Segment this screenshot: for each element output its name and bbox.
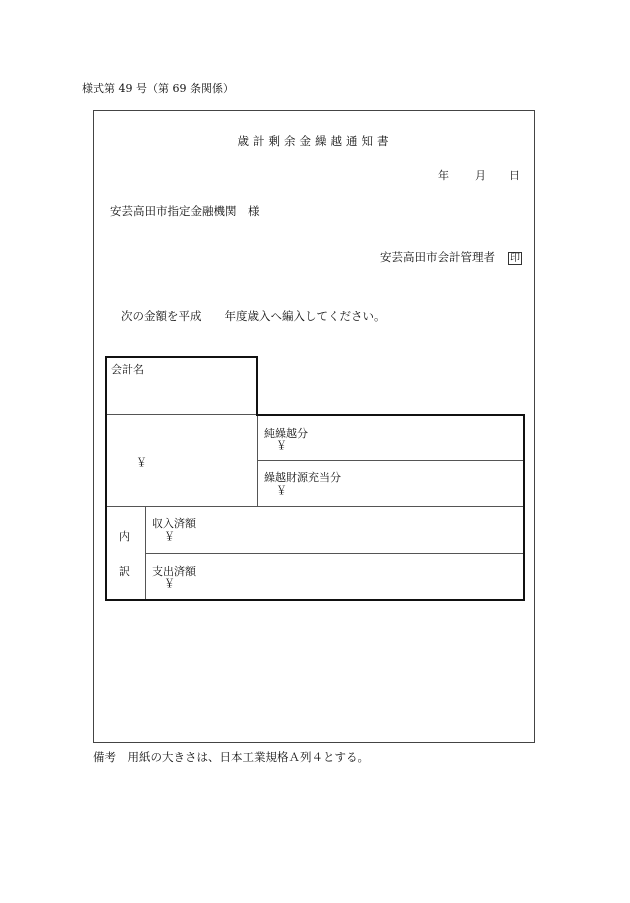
date-month-label: 月 <box>475 169 486 182</box>
breakdown-label-top: 内 <box>119 530 130 543</box>
document-title: 歳計剰余金繰越通知書 <box>237 134 393 148</box>
table-line <box>105 356 258 358</box>
table-line <box>105 599 525 601</box>
received-amount-label: 収入済額 <box>152 517 196 530</box>
paid-amount-label: 支出済額 <box>152 565 196 578</box>
date-year-label: 年 <box>438 169 449 182</box>
seal-mark: 印 <box>510 253 520 264</box>
account-name-label: 会計名 <box>111 363 144 376</box>
paid-yen-mark: ￥ <box>164 577 175 590</box>
table-line <box>107 414 256 415</box>
footnote: 備考 用紙の大きさは、日本工業規格Ａ列４とする。 <box>93 750 369 764</box>
table-line <box>107 506 523 507</box>
instruction-text: 次の金額を平成 年度歳入へ編入してください。 <box>121 309 386 323</box>
table-line <box>258 460 523 461</box>
table-line <box>146 553 523 554</box>
net-carryover-yen-mark: ￥ <box>276 439 287 452</box>
received-yen-mark: ￥ <box>164 530 175 543</box>
carryover-fund-label: 繰越財源充当分 <box>264 471 341 484</box>
recipient-line: 安芸高田市指定金融機関 様 <box>110 204 260 218</box>
carryover-fund-yen-mark: ￥ <box>276 484 287 497</box>
table-line <box>256 356 258 416</box>
table-line <box>105 356 107 601</box>
total-yen-mark: ￥ <box>136 456 147 469</box>
sender-line: 安芸高田市会計管理者 <box>380 250 495 264</box>
table-line <box>523 414 525 601</box>
table-line <box>257 416 258 506</box>
form-number-label: 様式第 49 号（第 69 条関係） <box>82 82 234 95</box>
date-day-label: 日 <box>509 169 520 182</box>
table-line <box>256 414 525 416</box>
breakdown-label-bottom: 訳 <box>119 565 130 578</box>
net-carryover-label: 純繰越分 <box>264 427 308 440</box>
